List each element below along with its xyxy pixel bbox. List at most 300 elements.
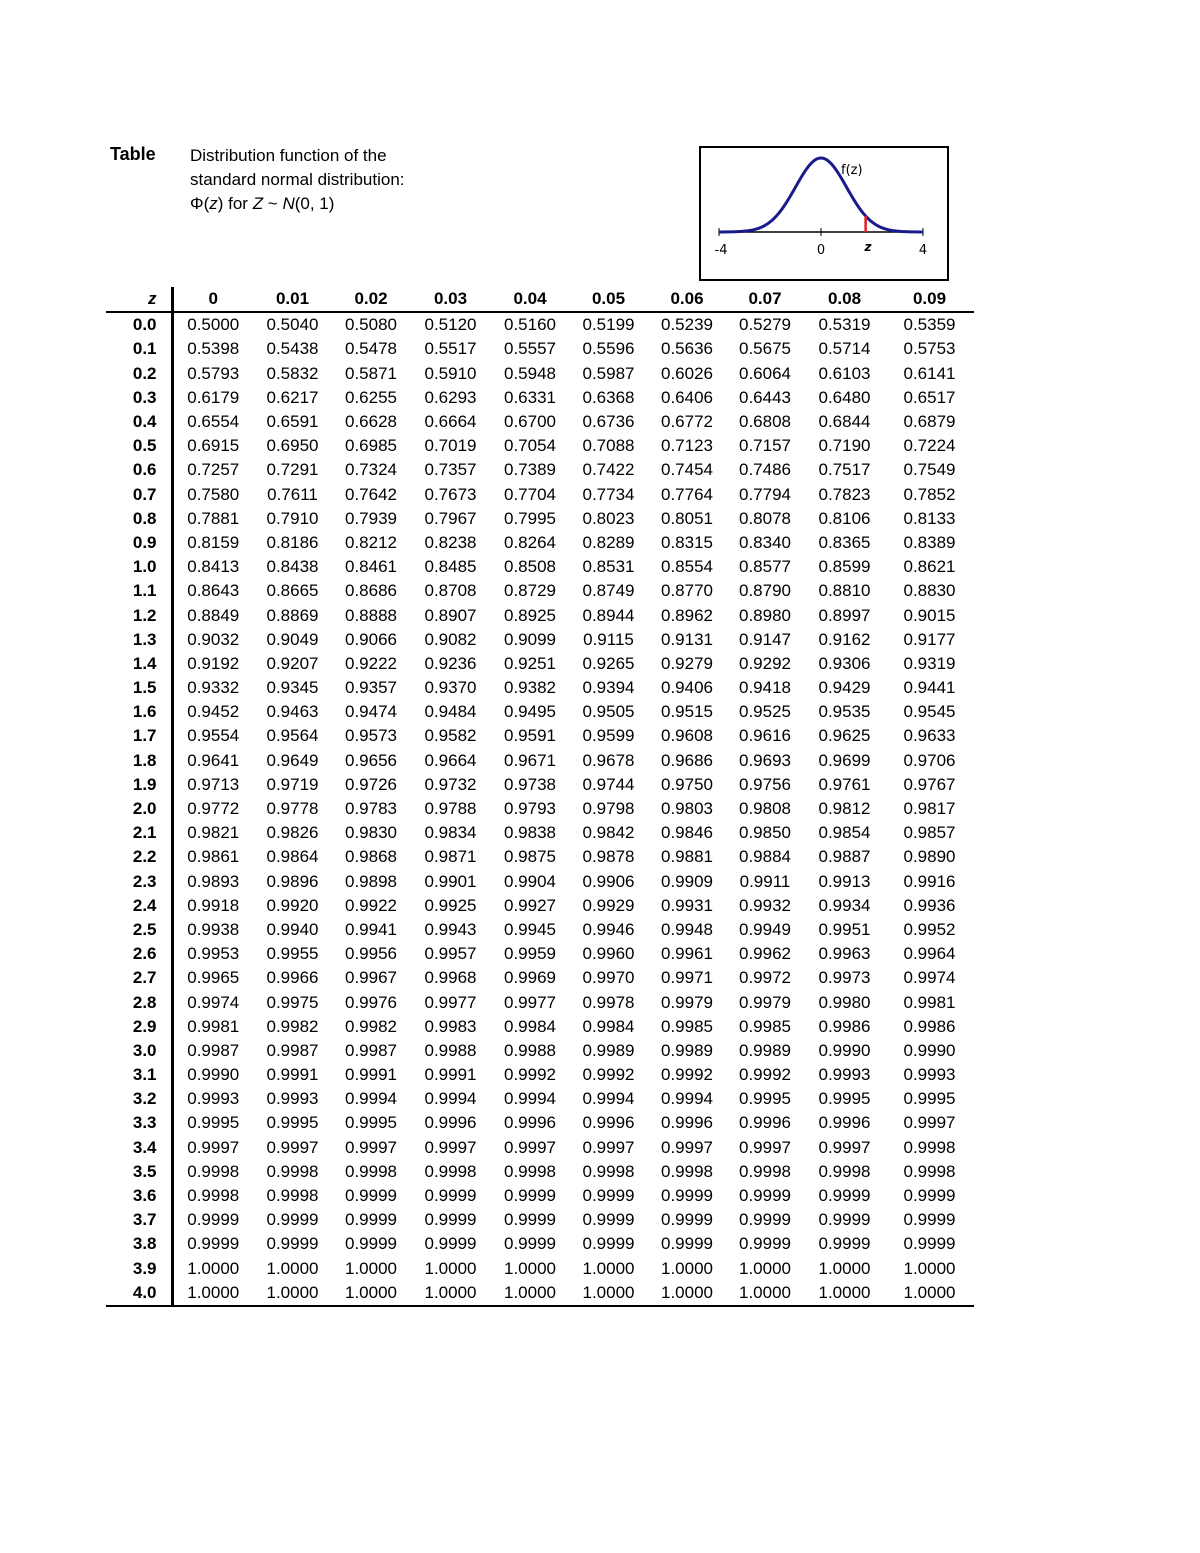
probability-cell: 0.8925 bbox=[504, 605, 556, 625]
probability-cell: 0.5478 bbox=[345, 339, 397, 359]
probability-cell: 0.5398 bbox=[187, 339, 240, 359]
z-value: 0.4 bbox=[106, 410, 172, 434]
probability-cell: 0.8413 bbox=[187, 557, 240, 577]
probability-cell: 0.9890 bbox=[903, 847, 956, 867]
probability-cell: 0.9999 bbox=[266, 1234, 319, 1254]
probability-cell: 0.9979 bbox=[739, 992, 791, 1012]
probability-cell: 0.9821 bbox=[187, 823, 240, 843]
probability-cell: 0.9972 bbox=[739, 968, 791, 988]
probability-cell: 0.9332 bbox=[187, 678, 240, 698]
probability-cell: 1.0000 bbox=[648, 1281, 726, 1306]
probability-cell: 0.9999 bbox=[903, 1210, 956, 1230]
probability-cell: 0.5987 bbox=[582, 363, 635, 383]
z-variable: z bbox=[209, 194, 218, 213]
x-label-z: z bbox=[864, 240, 872, 254]
probability-cell: 0.9989 bbox=[661, 1040, 713, 1060]
probability-cell: 0.9951 bbox=[818, 919, 871, 939]
probability-cell: 0.9982 bbox=[345, 1016, 397, 1036]
probability-cell: 0.9382 bbox=[504, 678, 556, 698]
probability-cell: 0.9959 bbox=[504, 944, 556, 964]
z-value: 0.8 bbox=[106, 507, 172, 531]
probability-cell: 0.9999 bbox=[739, 1210, 791, 1230]
probability-cell: 0.9147 bbox=[739, 629, 791, 649]
probability-cell: 0.9881 bbox=[661, 847, 713, 867]
probability-cell: 0.9997 bbox=[266, 1137, 319, 1157]
z-value: 0.5 bbox=[106, 434, 172, 458]
table-row bbox=[106, 386, 974, 410]
probability-cell: 0.9678 bbox=[582, 750, 635, 770]
table-row bbox=[106, 555, 974, 579]
probability-cell: 0.9994 bbox=[424, 1089, 477, 1109]
probability-cell: 0.9406 bbox=[661, 678, 713, 698]
column-header: 0.03 bbox=[410, 287, 491, 312]
probability-cell: 0.9960 bbox=[582, 944, 635, 964]
probability-cell: 0.9964 bbox=[903, 944, 956, 964]
probability-cell: 0.9991 bbox=[424, 1065, 477, 1085]
probability-cell: 0.9955 bbox=[266, 944, 319, 964]
probability-cell: 0.5160 bbox=[504, 315, 556, 335]
probability-cell: 1.0000 bbox=[187, 1258, 240, 1278]
probability-cell: 0.9998 bbox=[266, 1186, 319, 1206]
header-row bbox=[106, 287, 974, 312]
probability-cell: 0.9932 bbox=[739, 895, 791, 915]
normal-distribution-table bbox=[106, 287, 974, 1307]
probability-cell: 0.9920 bbox=[266, 895, 319, 915]
table-row bbox=[106, 1136, 974, 1160]
probability-cell: 1.0000 bbox=[253, 1281, 332, 1306]
probability-cell: 0.9699 bbox=[818, 750, 871, 770]
probability-cell: 0.9732 bbox=[424, 774, 477, 794]
probability-cell: 0.9015 bbox=[903, 605, 956, 625]
probability-cell: 0.7823 bbox=[818, 484, 871, 504]
probability-cell: 1.0000 bbox=[739, 1258, 791, 1278]
probability-cell: 0.9998 bbox=[582, 1161, 635, 1181]
x-label-zero: 0 bbox=[816, 243, 826, 258]
probability-cell: 0.9515 bbox=[661, 702, 713, 722]
probability-cell: 0.9854 bbox=[818, 823, 871, 843]
probability-cell: 0.9292 bbox=[739, 653, 791, 673]
probability-cell: 0.9994 bbox=[661, 1089, 713, 1109]
probability-cell: 0.9963 bbox=[818, 944, 871, 964]
probability-cell: 0.9979 bbox=[661, 992, 713, 1012]
z-value: 0.0 bbox=[106, 312, 172, 337]
column-header: 0.02 bbox=[332, 287, 410, 312]
table-row bbox=[106, 337, 974, 361]
probability-cell: 0.9484 bbox=[424, 702, 477, 722]
probability-cell: 0.9999 bbox=[739, 1234, 791, 1254]
probability-cell: 0.8686 bbox=[345, 581, 397, 601]
probability-cell: 0.7422 bbox=[582, 460, 635, 480]
probability-cell: 0.9969 bbox=[504, 968, 556, 988]
x-label-max: 4 bbox=[918, 243, 928, 258]
probability-cell: 0.8315 bbox=[661, 532, 713, 552]
probability-cell: 0.9525 bbox=[739, 702, 791, 722]
probability-cell: 0.8749 bbox=[582, 581, 635, 601]
probability-cell: 0.9996 bbox=[504, 1113, 556, 1133]
probability-cell: 0.9997 bbox=[903, 1113, 956, 1133]
probability-cell: 0.5910 bbox=[424, 363, 477, 383]
Z-variable: Z bbox=[252, 194, 264, 213]
probability-cell: 0.9177 bbox=[903, 629, 956, 649]
probability-cell: 0.9345 bbox=[266, 678, 319, 698]
probability-cell: 0.8849 bbox=[187, 605, 240, 625]
z-value: 1.1 bbox=[106, 579, 172, 603]
probability-cell: 0.9993 bbox=[266, 1089, 319, 1109]
probability-cell: 0.9996 bbox=[739, 1113, 791, 1133]
probability-cell: 0.7257 bbox=[187, 460, 240, 480]
desc-for: ) for bbox=[217, 194, 253, 213]
probability-cell: 0.9998 bbox=[739, 1161, 791, 1181]
probability-cell: 0.9861 bbox=[187, 847, 240, 867]
column-header: 0.05 bbox=[569, 287, 648, 312]
probability-cell: 1.0000 bbox=[818, 1258, 871, 1278]
probability-cell: 0.9279 bbox=[661, 653, 713, 673]
probability-cell: 0.6700 bbox=[504, 412, 556, 432]
probability-cell: 0.9922 bbox=[345, 895, 397, 915]
probability-cell: 0.5040 bbox=[266, 315, 319, 335]
probability-cell: 0.9608 bbox=[661, 726, 713, 746]
probability-cell: 0.7995 bbox=[504, 508, 556, 528]
probability-cell: 0.5517 bbox=[424, 339, 477, 359]
table-row bbox=[106, 652, 974, 676]
probability-cell: 0.9986 bbox=[903, 1016, 956, 1036]
probability-cell: 0.9998 bbox=[661, 1161, 713, 1181]
probability-cell: 0.9990 bbox=[187, 1065, 240, 1085]
z-value: 2.3 bbox=[106, 870, 172, 894]
probability-cell: 0.8023 bbox=[582, 508, 635, 528]
column-header: 0 bbox=[172, 287, 253, 312]
probability-cell: 1.0000 bbox=[332, 1281, 410, 1306]
probability-cell: 0.7704 bbox=[504, 484, 556, 504]
probability-cell: 0.9999 bbox=[504, 1234, 556, 1254]
probability-cell: 0.8830 bbox=[903, 581, 956, 601]
N-symbol: N bbox=[282, 194, 295, 213]
probability-cell: 0.9997 bbox=[424, 1137, 477, 1157]
probability-cell: 0.7123 bbox=[661, 436, 713, 456]
probability-cell: 0.9987 bbox=[345, 1040, 397, 1060]
probability-cell: 1.0000 bbox=[726, 1281, 804, 1306]
table-row bbox=[106, 1063, 974, 1087]
x-label-min: -4 bbox=[714, 243, 728, 258]
probability-cell: 0.8389 bbox=[903, 532, 956, 552]
probability-cell: 0.5000 bbox=[187, 315, 240, 335]
probability-cell: 0.9726 bbox=[345, 774, 397, 794]
probability-cell: 0.9452 bbox=[187, 702, 240, 722]
probability-cell: 0.9706 bbox=[903, 750, 956, 770]
probability-cell: 0.9981 bbox=[187, 1016, 240, 1036]
probability-cell: 0.9998 bbox=[818, 1161, 871, 1181]
probability-cell: 0.9904 bbox=[504, 871, 556, 891]
probability-cell: 0.9838 bbox=[504, 823, 556, 843]
probability-cell: 0.5557 bbox=[504, 339, 556, 359]
z-value: 2.6 bbox=[106, 942, 172, 966]
probability-cell: 0.9505 bbox=[582, 702, 635, 722]
probability-cell: 0.9999 bbox=[661, 1210, 713, 1230]
probability-cell: 0.9582 bbox=[424, 726, 477, 746]
probability-cell: 0.5239 bbox=[661, 315, 713, 335]
probability-cell: 0.9664 bbox=[424, 750, 477, 770]
probability-cell: 0.7088 bbox=[582, 436, 635, 456]
probability-cell: 0.6179 bbox=[187, 387, 240, 407]
z-value: 3.8 bbox=[106, 1232, 172, 1256]
probability-cell: 0.6736 bbox=[582, 412, 635, 432]
probability-cell: 0.9495 bbox=[504, 702, 556, 722]
probability-cell: 0.9988 bbox=[424, 1040, 477, 1060]
probability-cell: 0.9099 bbox=[504, 629, 556, 649]
probability-cell: 0.9319 bbox=[903, 653, 956, 673]
probability-cell: 0.9898 bbox=[345, 871, 397, 891]
probability-cell: 0.5120 bbox=[424, 315, 477, 335]
probability-cell: 0.9306 bbox=[818, 653, 871, 673]
probability-cell: 0.8599 bbox=[818, 557, 871, 577]
normal-density-figure bbox=[699, 146, 949, 281]
probability-cell: 0.6664 bbox=[424, 412, 477, 432]
table-row bbox=[106, 362, 974, 386]
probability-cell: 0.6950 bbox=[266, 436, 319, 456]
probability-cell: 1.0000 bbox=[345, 1258, 397, 1278]
probability-cell: 0.8729 bbox=[504, 581, 556, 601]
probability-cell: 0.9962 bbox=[739, 944, 791, 964]
probability-cell: 0.5948 bbox=[504, 363, 556, 383]
probability-cell: 0.6554 bbox=[187, 412, 240, 432]
probability-cell: 1.0000 bbox=[424, 1258, 477, 1278]
probability-cell: 0.9850 bbox=[739, 823, 791, 843]
probability-cell: 0.9977 bbox=[504, 992, 556, 1012]
z-value: 0.7 bbox=[106, 483, 172, 507]
column-header: 0.08 bbox=[804, 287, 885, 312]
description-line-3 bbox=[190, 192, 405, 216]
table-row bbox=[106, 1257, 974, 1281]
probability-cell: 0.9945 bbox=[504, 919, 556, 939]
table-row bbox=[106, 700, 974, 724]
probability-cell: 0.9974 bbox=[903, 968, 956, 988]
probability-cell: 0.9803 bbox=[661, 799, 713, 819]
probability-cell: 0.8554 bbox=[661, 557, 713, 577]
probability-cell: 0.9989 bbox=[739, 1040, 791, 1060]
probability-cell: 1.0000 bbox=[804, 1281, 885, 1306]
probability-cell: 0.7224 bbox=[903, 436, 956, 456]
probability-cell: 0.5871 bbox=[345, 363, 397, 383]
table-row bbox=[106, 845, 974, 869]
probability-cell: 0.9997 bbox=[582, 1137, 635, 1157]
probability-cell: 0.9998 bbox=[504, 1161, 556, 1181]
probability-cell: 0.9744 bbox=[582, 774, 635, 794]
probability-cell: 0.9934 bbox=[818, 895, 871, 915]
probability-cell: 0.9990 bbox=[903, 1040, 956, 1060]
probability-cell: 0.9997 bbox=[504, 1137, 556, 1157]
z-value: 2.7 bbox=[106, 966, 172, 990]
probability-cell: 0.5596 bbox=[582, 339, 635, 359]
table-row bbox=[106, 579, 974, 603]
probability-cell: 0.9970 bbox=[582, 968, 635, 988]
probability-cell: 0.9893 bbox=[187, 871, 240, 891]
probability-cell: 0.8133 bbox=[903, 508, 956, 528]
probability-cell: 0.9834 bbox=[424, 823, 477, 843]
probability-cell: 0.9887 bbox=[818, 847, 871, 867]
probability-cell: 0.9236 bbox=[424, 653, 477, 673]
probability-cell: 0.9082 bbox=[424, 629, 477, 649]
probability-cell: 0.9966 bbox=[266, 968, 319, 988]
probability-cell: 0.9846 bbox=[661, 823, 713, 843]
probability-cell: 0.9778 bbox=[266, 799, 319, 819]
probability-cell: 0.9911 bbox=[739, 871, 791, 891]
probability-cell: 0.5753 bbox=[903, 339, 956, 359]
table-row bbox=[106, 870, 974, 894]
probability-cell: 0.8577 bbox=[739, 557, 791, 577]
probability-cell: 0.9984 bbox=[582, 1016, 635, 1036]
probability-cell: 0.9554 bbox=[187, 726, 240, 746]
table-row bbox=[106, 507, 974, 531]
probability-cell: 0.7939 bbox=[345, 508, 397, 528]
probability-cell: 0.8770 bbox=[661, 581, 713, 601]
table-row bbox=[106, 1039, 974, 1063]
probability-cell: 1.0000 bbox=[491, 1281, 569, 1306]
probability-cell: 0.7967 bbox=[424, 508, 477, 528]
table-row bbox=[106, 410, 974, 434]
z-value: 1.2 bbox=[106, 603, 172, 627]
probability-cell: 0.9871 bbox=[424, 847, 477, 867]
probability-cell: 0.5714 bbox=[818, 339, 871, 359]
z-value: 2.4 bbox=[106, 894, 172, 918]
probability-cell: 0.9927 bbox=[504, 895, 556, 915]
probability-cell: 0.5080 bbox=[345, 315, 397, 335]
probability-cell: 0.9573 bbox=[345, 726, 397, 746]
probability-cell: 0.9131 bbox=[661, 629, 713, 649]
probability-cell: 0.7794 bbox=[739, 484, 791, 504]
probability-cell: 0.9995 bbox=[266, 1113, 319, 1133]
z-value: 4.0 bbox=[106, 1281, 172, 1306]
z-value: 3.6 bbox=[106, 1184, 172, 1208]
probability-cell: 0.6772 bbox=[661, 412, 713, 432]
probability-cell: 0.9931 bbox=[661, 895, 713, 915]
probability-cell: 0.9929 bbox=[582, 895, 635, 915]
z-value: 3.4 bbox=[106, 1136, 172, 1160]
probability-cell: 0.9995 bbox=[739, 1089, 791, 1109]
probability-cell: 0.9999 bbox=[661, 1186, 713, 1206]
probability-cell: 0.8708 bbox=[424, 581, 477, 601]
probability-cell: 0.9738 bbox=[504, 774, 556, 794]
probability-cell: 0.6217 bbox=[266, 387, 319, 407]
probability-cell: 0.6026 bbox=[661, 363, 713, 383]
probability-cell: 0.9943 bbox=[424, 919, 477, 939]
probability-cell: 0.9999 bbox=[345, 1186, 397, 1206]
z-value: 2.0 bbox=[106, 797, 172, 821]
probability-cell: 0.9997 bbox=[187, 1137, 240, 1157]
probability-cell: 0.9999 bbox=[582, 1210, 635, 1230]
z-value: 3.1 bbox=[106, 1063, 172, 1087]
probability-cell: 0.6406 bbox=[661, 387, 713, 407]
probability-cell: 0.9956 bbox=[345, 944, 397, 964]
table-row bbox=[106, 312, 974, 337]
probability-cell: 0.6293 bbox=[424, 387, 477, 407]
probability-cell: 0.9973 bbox=[818, 968, 871, 988]
probability-cell: 0.9756 bbox=[739, 774, 791, 794]
column-header: 0.06 bbox=[648, 287, 726, 312]
table-label: Table bbox=[110, 144, 156, 164]
table-row bbox=[106, 434, 974, 458]
probability-cell: 0.9591 bbox=[504, 726, 556, 746]
probability-cell: 0.8643 bbox=[187, 581, 240, 601]
probability-cell: 0.7852 bbox=[903, 484, 956, 504]
z-value: 0.6 bbox=[106, 458, 172, 482]
probability-cell: 0.8665 bbox=[266, 581, 319, 601]
probability-cell: 0.9997 bbox=[818, 1137, 871, 1157]
probability-cell: 0.9925 bbox=[424, 895, 477, 915]
probability-cell: 0.9909 bbox=[661, 871, 713, 891]
probability-cell: 0.6915 bbox=[187, 436, 240, 456]
probability-cell: 0.9999 bbox=[582, 1234, 635, 1254]
desc-tilde: ~ bbox=[263, 194, 283, 213]
probability-cell: 0.8810 bbox=[818, 581, 871, 601]
probability-cell: 0.9162 bbox=[818, 629, 871, 649]
probability-cell: 0.8186 bbox=[266, 532, 319, 552]
probability-cell: 0.7517 bbox=[818, 460, 871, 480]
table-row bbox=[106, 797, 974, 821]
probability-cell: 0.9991 bbox=[345, 1065, 397, 1085]
table-description bbox=[190, 144, 405, 216]
probability-cell: 0.9545 bbox=[903, 702, 956, 722]
probability-cell: 0.8508 bbox=[504, 557, 556, 577]
probability-cell: 0.9788 bbox=[424, 799, 477, 819]
probability-cell: 0.7910 bbox=[266, 508, 319, 528]
probability-cell: 0.9896 bbox=[266, 871, 319, 891]
probability-cell: 0.9994 bbox=[345, 1089, 397, 1109]
probability-cell: 0.9998 bbox=[266, 1161, 319, 1181]
z-value: 0.1 bbox=[106, 337, 172, 361]
probability-cell: 0.5636 bbox=[661, 339, 713, 359]
probability-cell: 0.8531 bbox=[582, 557, 635, 577]
probability-cell: 0.9995 bbox=[345, 1113, 397, 1133]
probability-cell: 0.5279 bbox=[739, 315, 791, 335]
probability-cell: 0.9192 bbox=[187, 653, 240, 673]
probability-cell: 0.9981 bbox=[903, 992, 956, 1012]
probability-cell: 0.6517 bbox=[903, 387, 956, 407]
description-line-2: standard normal distribution: bbox=[190, 170, 405, 189]
probability-cell: 0.8790 bbox=[739, 581, 791, 601]
probability-cell: 0.6255 bbox=[345, 387, 397, 407]
phi-symbol: Φ( bbox=[190, 194, 210, 213]
probability-cell: 0.9997 bbox=[739, 1137, 791, 1157]
probability-cell: 0.9049 bbox=[266, 629, 319, 649]
probability-cell: 0.9999 bbox=[903, 1234, 956, 1254]
probability-cell: 0.9798 bbox=[582, 799, 635, 819]
probability-cell: 0.8365 bbox=[818, 532, 871, 552]
probability-cell: 0.8907 bbox=[424, 605, 477, 625]
probability-cell: 0.9986 bbox=[818, 1016, 871, 1036]
probability-cell: 0.9999 bbox=[818, 1186, 871, 1206]
probability-cell: 0.6879 bbox=[903, 412, 956, 432]
normal-density-svg bbox=[701, 148, 947, 279]
probability-cell: 0.9207 bbox=[266, 653, 319, 673]
probability-cell: 0.7019 bbox=[424, 436, 477, 456]
probability-cell: 0.9999 bbox=[345, 1234, 397, 1254]
probability-cell: 0.9999 bbox=[424, 1186, 477, 1206]
z-value: 1.0 bbox=[106, 555, 172, 579]
probability-cell: 0.9977 bbox=[424, 992, 477, 1012]
probability-cell: 0.9671 bbox=[504, 750, 556, 770]
probability-cell: 0.6331 bbox=[504, 387, 556, 407]
probability-cell: 0.9772 bbox=[187, 799, 240, 819]
probability-cell: 0.9999 bbox=[345, 1210, 397, 1230]
probability-cell: 0.7734 bbox=[582, 484, 635, 504]
probability-cell: 0.9998 bbox=[187, 1161, 240, 1181]
probability-cell: 0.9441 bbox=[903, 678, 956, 698]
probability-cell: 0.9978 bbox=[582, 992, 635, 1012]
probability-cell: 0.9999 bbox=[504, 1186, 556, 1206]
probability-cell: 0.7881 bbox=[187, 508, 240, 528]
probability-cell: 0.8051 bbox=[661, 508, 713, 528]
probability-cell: 0.6103 bbox=[818, 363, 871, 383]
